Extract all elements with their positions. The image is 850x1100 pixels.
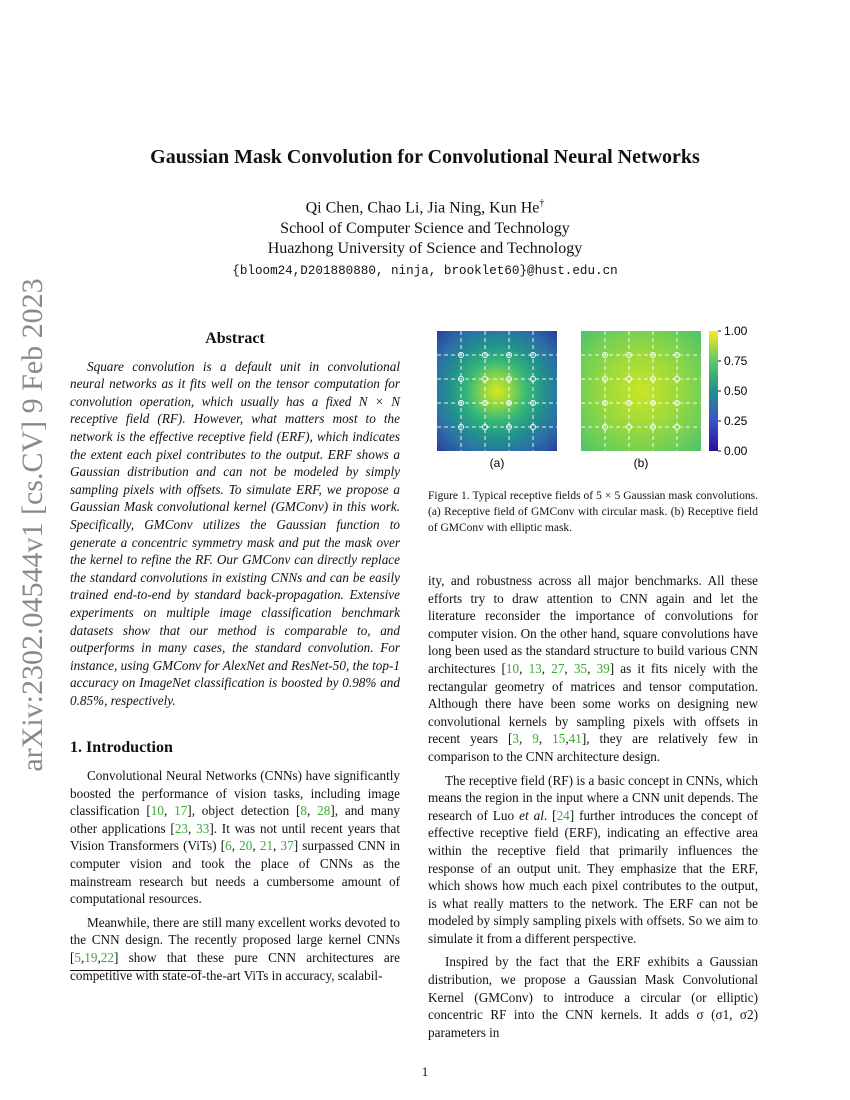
colorbar (709, 324, 748, 458)
citation-link[interactable]: 19 (84, 950, 98, 965)
citation-link[interactable]: 20 (239, 838, 253, 854)
citation-link[interactable]: 9 (532, 731, 539, 747)
author-emails: {bloom24,D201880880, ninja, brooklet60}@hust.edu.cn (232, 264, 618, 278)
citation-link[interactable]: 22 (100, 950, 114, 965)
affiliation-1: School of Computer Science and Technology (280, 220, 570, 237)
colorbar-tick: 1.00 (724, 324, 748, 338)
citation-link[interactable]: 8 (300, 803, 308, 819)
colorbar-tick: 0.75 (724, 354, 748, 368)
citation-link[interactable]: 5 (74, 950, 81, 965)
receptive-field-elliptic (581, 331, 701, 451)
figure-label-a: (a) (489, 456, 505, 470)
right-paragraph-2: The receptive field (RF) is a basic concept in CNNs, which means the region in the input where a CNN unit depends. The research of Luo et al. [24] further introduces the concept of effective receptive field (ERF), indicating an effective area within the receptive field that primarily influences the response of an output unit. They emphasize that the ERF, which shows how much each pixel contributes to the output, is what really matters to the network. The ERF can not be modeled by simply sampling pixels with offsets. So we aim to simulate it from a different perspective. (428, 772, 758, 946)
intro-heading: 1. Introduction (70, 739, 173, 757)
receptive-field-circular (437, 331, 557, 451)
author-mark: † (539, 198, 545, 209)
footnote-rule (70, 970, 200, 971)
citation-link[interactable]: 41 (568, 731, 582, 747)
citation-link[interactable]: 21 (259, 838, 274, 854)
intro-paragraph-1: Convolutional Neural Networks (CNNs) have significantly boosted the performance of vision tasks, including image classification [10, 17], object detection [8, 28], and many other applications [23, 33]. It was not until recent years that Vision Transformers (ViTs) [6, 20, 21, 37] surpassed CNN in computer vision and took the place of CNNs as the mainstream research but needs a cumbersome amount of computational resources. (70, 768, 401, 907)
figure-label-b: (b) (633, 456, 649, 470)
citation-link[interactable]: 28 (317, 803, 331, 819)
citation-link[interactable]: 33 (196, 820, 210, 836)
affiliation-2: Huazhong University of Science and Technology (267, 240, 583, 257)
authors: Qi Chen, Chao Li, Jia Ning, Kun He (305, 199, 540, 217)
citation-link[interactable]: 15 (552, 731, 566, 747)
right-paragraph-3: Inspired by the fact that the ERF exhibits a Gaussian distribution, we propose a Gaussian Mask Convolutional Kernel (GMConv) to introduce a circular (or elliptic) concentric RF into the CNN kernels. It adds σ (σ1, σ2) parameters in (428, 954, 758, 1040)
citation-link[interactable]: 24 (556, 807, 570, 823)
citation-link[interactable]: 39 (596, 660, 610, 676)
figure-caption: Figure 1. Typical receptive fields of 5 × 5 Gaussian mask convolutions. (a) Receptive field of GMConv with circular mask. (b) Receptive field of GMConv with elliptic mask. (428, 490, 758, 534)
colorbar-tick: 0.25 (724, 414, 748, 428)
intro-paragraph-2: Meanwhile, there are still many excellent works devoted to the CNN design. The recently proposed large kernel CNNs [5,19,22] show that these pure CNN architectures are competitive with state-of-the-art ViTs in accuracy, scalabil- (70, 914, 400, 983)
paper-title: Gaussian Mask Convolution for Convolutional Neural Networks (150, 146, 700, 168)
citation-link[interactable]: 10 (505, 660, 520, 676)
citation-link[interactable]: 13 (528, 660, 542, 676)
page-number: 1 (421, 1064, 429, 1079)
citation-link[interactable]: 27 (551, 660, 565, 676)
citation-link[interactable]: 6 (225, 838, 232, 854)
citation-link[interactable]: 17 (174, 803, 188, 819)
abstract-heading: Abstract (205, 330, 265, 347)
colorbar-tick: 0.50 (724, 384, 748, 398)
citation-link[interactable]: 3 (512, 731, 519, 747)
citation-link[interactable]: 23 (174, 820, 189, 836)
citation-link[interactable]: 35 (573, 660, 588, 676)
abstract-text: Square convolution is a default unit in convolutional neural networks as it fits well on the tensor computation for convolution operation, which usually has a fixed N × N receptive field (RF). However, what matters most to the network is the effective receptive field (ERF), which indicates the extent each pixel contributes to the output. ERF shows a Gaussian distribution and can not be modeled by simply sampling pixels with offsets. To simulate ERF, we propose a Gaussian Mask convolutional kernel (GMConv) in this work. Specifically, GMConv utilizes the Gaussian function to generate a concentric symmetry mask and put the mask over the kernel to refine the RF. Our GMConv can directly replace the standard convolutions in existing CNNs and can be easily trained end-to-end by standard back-propagation. Extensive experiments on multiple image classification benchmark datasets show that our method is comparable to, and outperforms in many cases, the standard convolution. For instance, using GMConv for AlexNet and ResNet-50, the top-1 accuracy on ImageNet classification is boosted by 0.98% and 0.85%, respectively. (70, 358, 400, 708)
citation-link[interactable]: 10 (150, 803, 164, 819)
right-column (428, 572, 758, 1047)
arxiv-stamp (10, 278, 56, 772)
figure-1 (425, 323, 765, 483)
left-column (70, 330, 400, 990)
arxiv-stamp-text: arXiv:2302.04544v1 [cs.CV] 9 Feb 2023 (16, 278, 49, 772)
author-line (0, 198, 850, 217)
citation-link[interactable]: 37 (280, 838, 294, 854)
right-paragraph-1: ity, and robustness across all major benchmarks. All these efforts try to draw attention to CNN again and let the literature reconsider the importance of convolutions for computer vision. On the other hand, square convolutions have long been used as the standard structure to build various CNN architectures [10, 13, 27, 35, 39] as it fits nicely with the rectangular geometry of matrices and tensor computation. Although there have been some works on designing new convolutional kernels by sampling pixels with offsets in recent years [3, 9, 15,41], they are relatively few in comparison to the CNN architecture design. (428, 573, 759, 764)
colorbar-tick: 0.00 (724, 444, 748, 458)
